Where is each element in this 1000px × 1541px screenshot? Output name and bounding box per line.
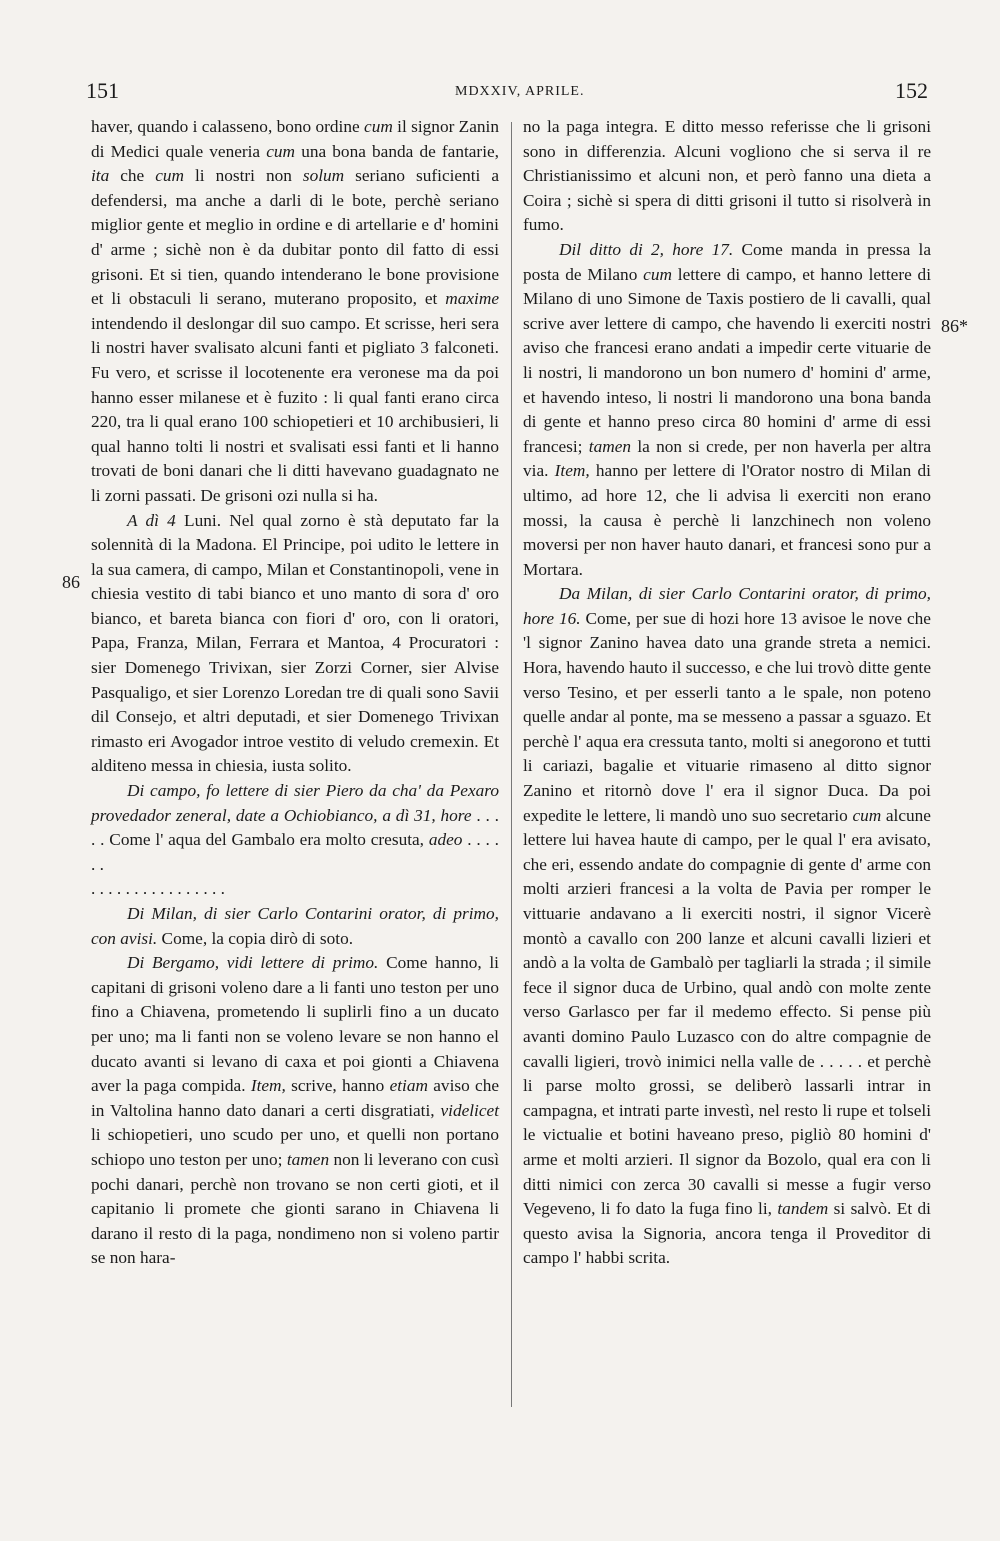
paragraph: Di Milan, di sier Carlo Contarini orator, di primo, con avisi. Come, la copia dirò di soto. [91, 904, 499, 948]
paragraph: Da Milan, di sier Carlo Contarini orator, di primo, hore 16. Come, per sue di hozi hore 13 avisoe le nove che 'l signor Zanino havea dato una grande streta a nemici. Hora, havendo hauto il successo, e che lui trovò ditte gente verso Tesino, et per esserli tanto a le spale, non poteno quelle andar al ponte, ma se messeno a passar a sguazo. Et perchè l' aqua era cressuta tanto, molti si anegorono et tutti li cariazi, bagalie et vituarie rimaseno al ditto signor Zanino et ritornò dove l' era il signor Duca. Da poi expedite le lettere, li mandò uno suo secretario cum alcune lettere lui havea haute di campo, per le qual l' era avisato, che eri, essendo andate do compagnie di gente d' arme con molti arzieri francesi a la volta de Pavia per romper le vittuarie andavano a li exerciti nostri, il signor Vicerè montò a cavallo con 200 lanze et alcuni cavalli lizieri et andò a la volta de Gambalò per tagliarli la strada ; il simile fece il signor duca de Urbino, qual andò con molte zente verso Garlasco per far il medemo effecto. Si pense più avanti domino Paulo Luzasco con do altre compagnie de cavalli ligieri, trovò inimici nella valle de . . . . . et perchè li parse molto grossi, se deliberò lassarli intrar in campagna, et intrati parte investì, nel resto li rupe et tolseli le victualie et botini haveano preso, pigliò 80 homini d' arme et molti arzieri. Il signor da Bozolo, qual era con li ditti nimici con zerca 30 cavalli si messe a fugir verso Vegeveno, li fo dato la fuga fino li, tandem si salvò. Et di questo avisa la Signoria, ancora tenga il Proveditor di campo l' habbi scrita. [523, 584, 931, 1268]
paragraph: Di Bergamo, vidi lettere di primo. Come hanno, li capitani di grisoni voleno dare a li fanti uno teston per uno fino a Chiavena, prometendo li suplirli fino a un ducato per uno; ma li fanti non se voleno levare se non hanno el ducato avanti si levano di caxa et poi gionti a Chiavena aver la paga compida. Item, scrive, hanno etiam aviso che in Valtolina hanno dato danari a certi disgratiati, videlicet li schiopetieri, uno scudo per uno, et quelli non portano schiopo uno teston per uno; tamen non li leverano con cusì pochi danari, perchè non trovano se non certi gioti, et il capitanio li promete che gionti sarano in Chiavena li darano il resto di la paga, nondimeno non si voleno partir se non hara- [91, 953, 500, 1268]
paragraph: Dil ditto di 2, hore 17. Come manda in pressa la posta de Milano cum lettere di campo, et hanno lettere di Milano di uno Simone de Taxis postiero de li cavalli, qual scrive aver lettere di campo, che havendo li exerciti nostri aviso che francesi erano andati a impedir certe vituarie de li nostri, li mandorono un bon numero d' homini d' arme, et havendo inteso, li nostri li mandorono una bona banda di gente et hanno preso circa 80 homini d' arme di essi francesi; tamen la non si crede, per non haverla per altra via. Item, hanno per lettere di l'Orator nostro di Milan di ultimo, ad hore 12, che li advisa li exerciti non erano mossi, la causa è perchè li lanzchinech non voleno moversi per non haver hauto danari, et francesi sono pur a Mortara. [523, 239, 931, 579]
page-number-left: 151 [86, 78, 119, 103]
right-column [523, 115, 931, 1271]
running-title: MDXXIV, APRILE. [455, 84, 585, 99]
column-divider [511, 122, 512, 1407]
paragraph: haver, quando i calasseno, bono ordine cum il signor Zanin di Medici quale veneria cum una bona banda de fantarie, ita che cum li nostri non solum seriano suficienti a defendersi, ma anche a darli di le bote, perchè seriano miglior gente et meglio in ordine e di artellarie e d' homini d' arme ; sichè non è da dubitar ponto dil fatto di essi grisoni. Et si tien, quando intenderano le bone provisione et li obstaculi li serano, muterano proposito, et maxime intendendo il deslongar dil suo campo. Et scrisse, heri sera li nostri haver svalisato alcuni fanti et pigliato 3 falconeti. Fu vero, et scrisse il locotenente era veronese ma da poi hanno esser milanese et è fuzito : li qual fanti erano circa 220, tra li qual erano 100 schiopetieri et 10 archibusieri, li qual hanno tolti li nostri et svalisati essi fanti et li hanno trovati de boni danari che li ditti havevano guadagnato ne li zorni passati. De grisoni ozi nulla si ha. [91, 117, 500, 505]
paragraph: Di campo, fo lettere di sier Piero da cha' da Pexaro provedador zeneral, date a Ochiobianco, a dì 31, hore . . . . . Come l' aqua del Gambalo era molto cresuta, adeo . . . . . . . . . . . . . . . . . . . . . . [91, 781, 500, 899]
paragraph: no la paga integra. E ditto messo referisse che li grisoni sono in differenzia. Alcuni vogliono che si serva il re Christianissimo et alcuni non, et però fanno una dieta a Coira ; sichè si spera di ditti grisoni il tutto si risolverà in fumo. [523, 117, 931, 235]
page-number-right: 152 [895, 78, 928, 103]
margin-note-left: 86 [62, 572, 80, 592]
paragraph: A dì 4 Luni. Nel qual zorno è stà deputato far la solennità di la Madona. El Principe, poi udito le lettere in la sua camera, di campo, Milan et Constantinopoli, vene in chiesia vestito di tabi bianco et uno manto di sora d' oro bianco, et bareta bianca con fiori d' oro, con li oratori, Papa, Franza, Milan, Ferrara et Mantoa, 4 Procuratori : sier Domenego Trivixan, sier Zorzi Corner, sier Alvise Pasqualigo, et sier Lorenzo Loredan tre di quali sono Savii dil Consejo, et altri deputadi, et sier Domenego Trivixan rimasto eri Avogador introe vestito di veludo cremexin. Et alditeno messa in chiesia, iusta solito. [91, 510, 500, 776]
margin-note-right: 86* [941, 316, 968, 336]
left-column [91, 115, 499, 1271]
